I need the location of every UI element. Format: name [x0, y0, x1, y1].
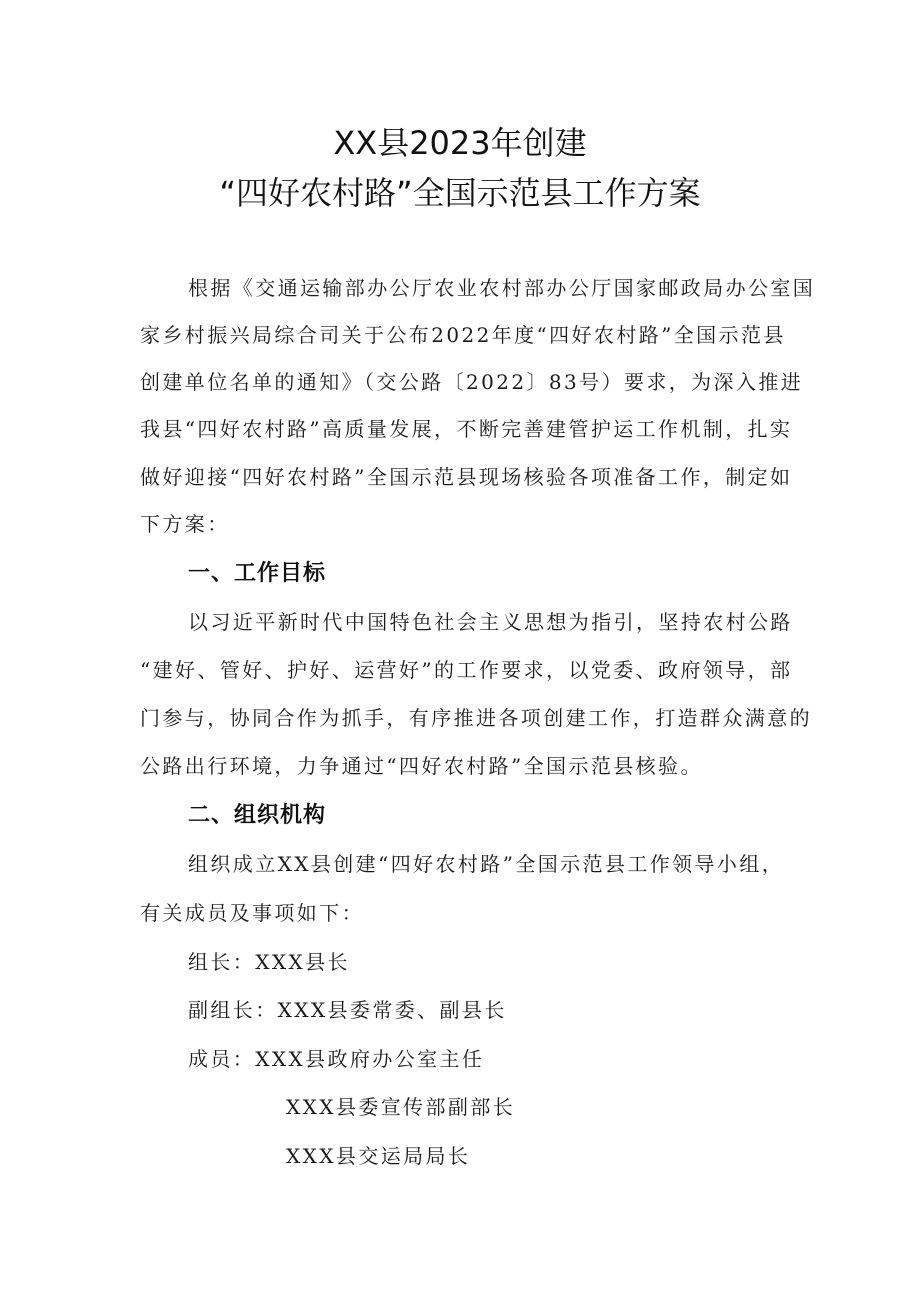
organization-paragraph-line: 组织成立XX县创建“四好农村路”全国示范县工作领导小组， — [188, 852, 785, 876]
group-leader-line: 组长：XXX县长 — [188, 950, 350, 974]
goals-paragraph-line: 公路出行环境，力争通过“四好农村路”全国示范县核验。 — [140, 754, 703, 778]
intro-paragraph-line: 做好迎接“四好农村路”全国示范县现场核验各项准备工作，制定如 — [140, 465, 793, 489]
document-title-line-1: XX县2023年创建 — [333, 124, 587, 162]
intro-paragraph-line: 我县“四好农村路”高质量发展，不断完善建管护运工作机制，扎实 — [140, 417, 793, 441]
section-heading-organization: 二、组织机构 — [188, 803, 327, 828]
group-member-line: XXX县交运局局长 — [286, 1144, 471, 1168]
intro-paragraph-line: 根据《交通运输部办公厅农业农村部办公厅国家邮政局办公室国 — [188, 276, 816, 300]
intro-paragraph-line: 下方案： — [140, 512, 230, 536]
intro-paragraph-line: 家乡村振兴局综合司关于公布2022年度“四好农村路”全国示范县 — [140, 323, 786, 347]
goals-paragraph-line: 以习近平新时代中国特色社会主义思想为指引，坚持农村公路 — [188, 610, 793, 634]
group-member-line: XXX县委宣传部副部长 — [286, 1095, 516, 1119]
goals-paragraph-line: 门参与，协同合作为抓手，有序推进各项创建工作，打造群众满意的 — [140, 706, 812, 730]
organization-paragraph-line: 有关成员及事项如下： — [140, 901, 364, 925]
group-deputy-leader-line: 副组长：XXX县委常委、副县长 — [188, 998, 507, 1022]
goals-paragraph-line: “建好、管好、护好、运营好”的工作要求，以党委、政府领导，部 — [140, 658, 793, 682]
section-heading-goals: 一、工作目标 — [188, 561, 327, 586]
group-member-line: 成员：XXX县政府办公室主任 — [188, 1047, 485, 1071]
document-title-line-2: “四好农村路”全国示范县工作方案 — [219, 174, 701, 212]
intro-paragraph-line: 创建单位名单的通知》（交公路〔2022〕83号）要求，为深入推进 — [140, 370, 804, 394]
